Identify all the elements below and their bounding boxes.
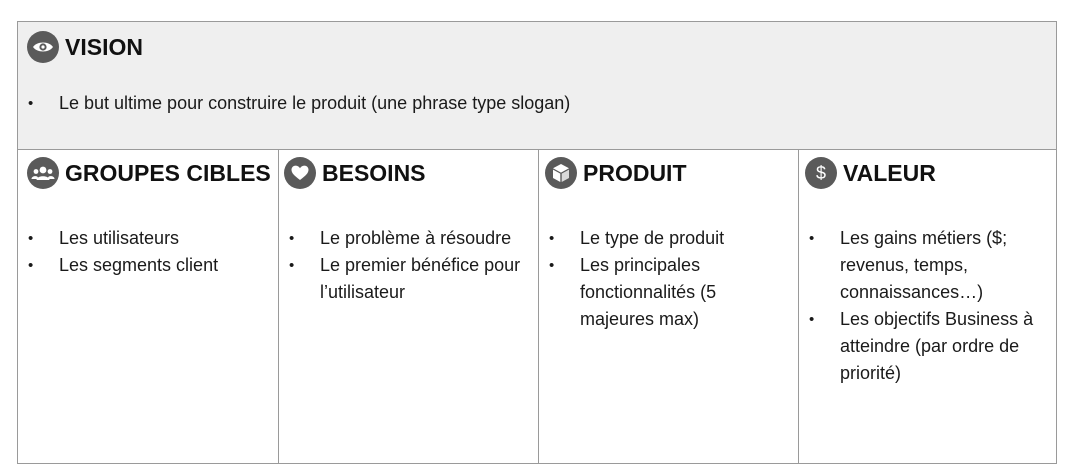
needs-header [284,157,426,189]
value-title: VALEUR [843,159,936,186]
value-header [805,157,936,189]
value-bullet: • Les gains métiers ($; revenus, temps, connaissances…) [809,225,1049,306]
people-icon [27,157,59,189]
target-groups-header [27,157,271,189]
product-bullet: • Le type de produit [549,225,784,252]
value-bullet: • Les objectifs Business à atteindre (par ordre de priorité) [809,306,1049,387]
target-groups-bullet: • Les segments client [28,252,268,279]
vision-bullet: • Le but ultime pour construire le produit (une phrase type slogan) [28,90,1028,117]
eye-icon [27,31,59,63]
box-icon [545,157,577,189]
vision-header [27,31,143,63]
value-section [798,150,1056,464]
vision-section [18,22,1056,150]
needs-bullet: • Le problème à résoudre [289,225,524,252]
dollar-icon [805,157,837,189]
target-groups-bullets [28,225,268,279]
value-bullets [809,225,1049,387]
heart-icon [284,157,316,189]
product-bullet: • Les principales fonctionnalités (5 majeures max) [549,252,784,333]
target-groups-bullet: • Les utilisateurs [28,225,268,252]
product-vision-board [17,21,1057,464]
product-header [545,157,687,189]
product-title: PRODUIT [583,159,687,186]
vision-title: VISION [65,33,143,60]
product-bullets [549,225,784,333]
needs-bullets [289,225,524,306]
needs-title: BESOINS [322,159,426,186]
needs-bullet: • Le premier bénéfice pour l’utilisateur [289,252,524,306]
vision-bullets [28,90,1028,117]
svg-text:$: $ [815,163,827,183]
product-section [538,150,798,464]
target-groups-section [18,150,278,464]
needs-section [278,150,538,464]
target-groups-title: GROUPES CIBLES [65,159,271,186]
